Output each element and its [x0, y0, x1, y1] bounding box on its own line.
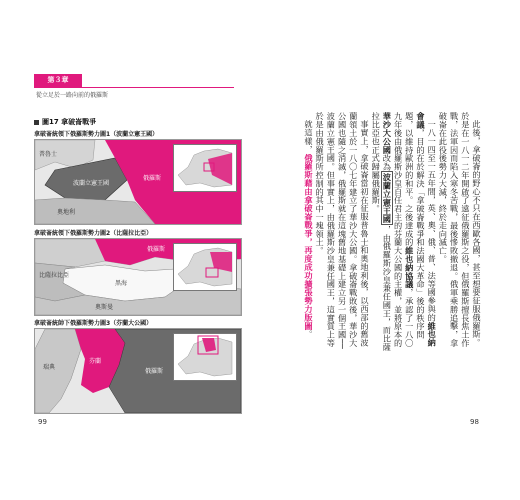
- paragraph-1: 此後，拿破崙的野心不只在西歐各國，甚至想要征服俄羅斯。於是在一八一二年開啟了遠征俄羅斯之役，但俄羅斯擅長焦土作戰，法軍因而陷入寒冬苦戰，最後慘敗撤退。俄軍乘勝追擊，拿破崙在此役後勢力大減，終於走向滅亡。: [438, 112, 482, 348]
- map2-russia-label: 俄羅斯: [147, 246, 166, 253]
- vienna-congress-term: 維也納會議: [415, 112, 438, 347]
- p2-text-a: 一八一四至一五年間，英、奧、俄、普、法等國參與的: [427, 120, 438, 322]
- map1-prussia-label: 普魯士: [39, 151, 58, 158]
- map1-poland-label: 波蘭立憲王國: [73, 180, 110, 187]
- map1-caption: 拿破崙統領下俄羅斯勢力圖1（波蘭立憲王國）: [34, 131, 159, 138]
- p2-text-e: ，承認了一八〇九年後由俄羅斯沙皇自任君主的芬蘭大公國的主權，並將原本的: [393, 112, 415, 348]
- map1-austria-label: 奧地利: [57, 209, 76, 216]
- square-bullet-icon: [34, 120, 39, 125]
- p2-text-c: ，目的在於解決「拿破崙戰爭和法國大革命」後的秩序問題，以維持歐洲的和平。之後達成的: [404, 112, 426, 339]
- p4-text-c: 。: [303, 330, 314, 339]
- figure-title-text: 圖17 拿破崙戰爭: [42, 118, 97, 126]
- map3-russia-label: 俄羅斯: [145, 368, 164, 375]
- warsaw-duchy-term: 華沙大公國: [382, 112, 393, 154]
- p4-text-a: 就這樣，: [303, 120, 314, 154]
- map3-finland: [34, 328, 242, 414]
- map2-ottoman-label: 奧斯曼: [95, 304, 114, 311]
- body-text: [270, 112, 482, 352]
- chapter-divider: [34, 87, 234, 88]
- map1-poland: [34, 139, 242, 225]
- map2-blacksea-label: 黑海: [115, 280, 128, 287]
- map1-russia-label: 俄羅斯: [143, 175, 162, 182]
- vienna-agreement-term: 維也納協議: [404, 246, 415, 289]
- p2-text-i: ，由俄羅斯沙皇兼任國王，而比薩拉比亞也正式歸屬俄羅斯。: [371, 112, 393, 352]
- chapter-tag: 第３章: [34, 74, 82, 87]
- map2-bessarabia-label: 比薩拉比亞: [39, 272, 70, 279]
- map3-finland-label: 芬蘭: [89, 358, 102, 365]
- figure-title: [34, 117, 96, 127]
- paragraph-3: 事實上，拿破崙當初在征服普魯士和奧地利後，以西部的舊波蘭領土於一八〇七年建立了華沙大公國。拿破崙戰敗後，華沙大公國也隨之消滅，俄羅斯就在這塊舊地基礎上建立另一個王國──波蘭立憲王國。但事實上，由俄羅斯沙皇兼任國王，這實質上等於是由俄羅斯所控制的其中一塊領土。: [315, 112, 370, 350]
- map3-caption: 拿破崙統帥下俄羅斯勢力圖3（芬蘭大公國）: [34, 320, 153, 327]
- map1-inset-locator: [173, 144, 237, 192]
- p2-text-g: 改為: [382, 154, 393, 171]
- map3-sweden-label: 瑞典: [43, 364, 56, 371]
- chapter-subtitle: 從立足於一路向前的俄羅斯: [36, 92, 109, 99]
- map2-bessarabia: [34, 238, 242, 316]
- map2-inset-locator: [173, 243, 237, 291]
- map3-inset-locator: [173, 333, 237, 381]
- paragraph-2: [370, 112, 437, 352]
- highlight-conclusion: 俄羅斯藉由拿破崙戰爭，再度成功擴張勢力版圖: [303, 153, 314, 331]
- map2-caption: 拿破崙統領下俄羅斯勢力圖2（比薩拉比亞）: [34, 230, 153, 237]
- paragraph-4: [303, 112, 314, 352]
- poland-kingdom-term: 波蘭立憲王國: [382, 172, 393, 224]
- page-number-left: 99: [38, 418, 47, 426]
- page-number-right: 98: [470, 418, 479, 426]
